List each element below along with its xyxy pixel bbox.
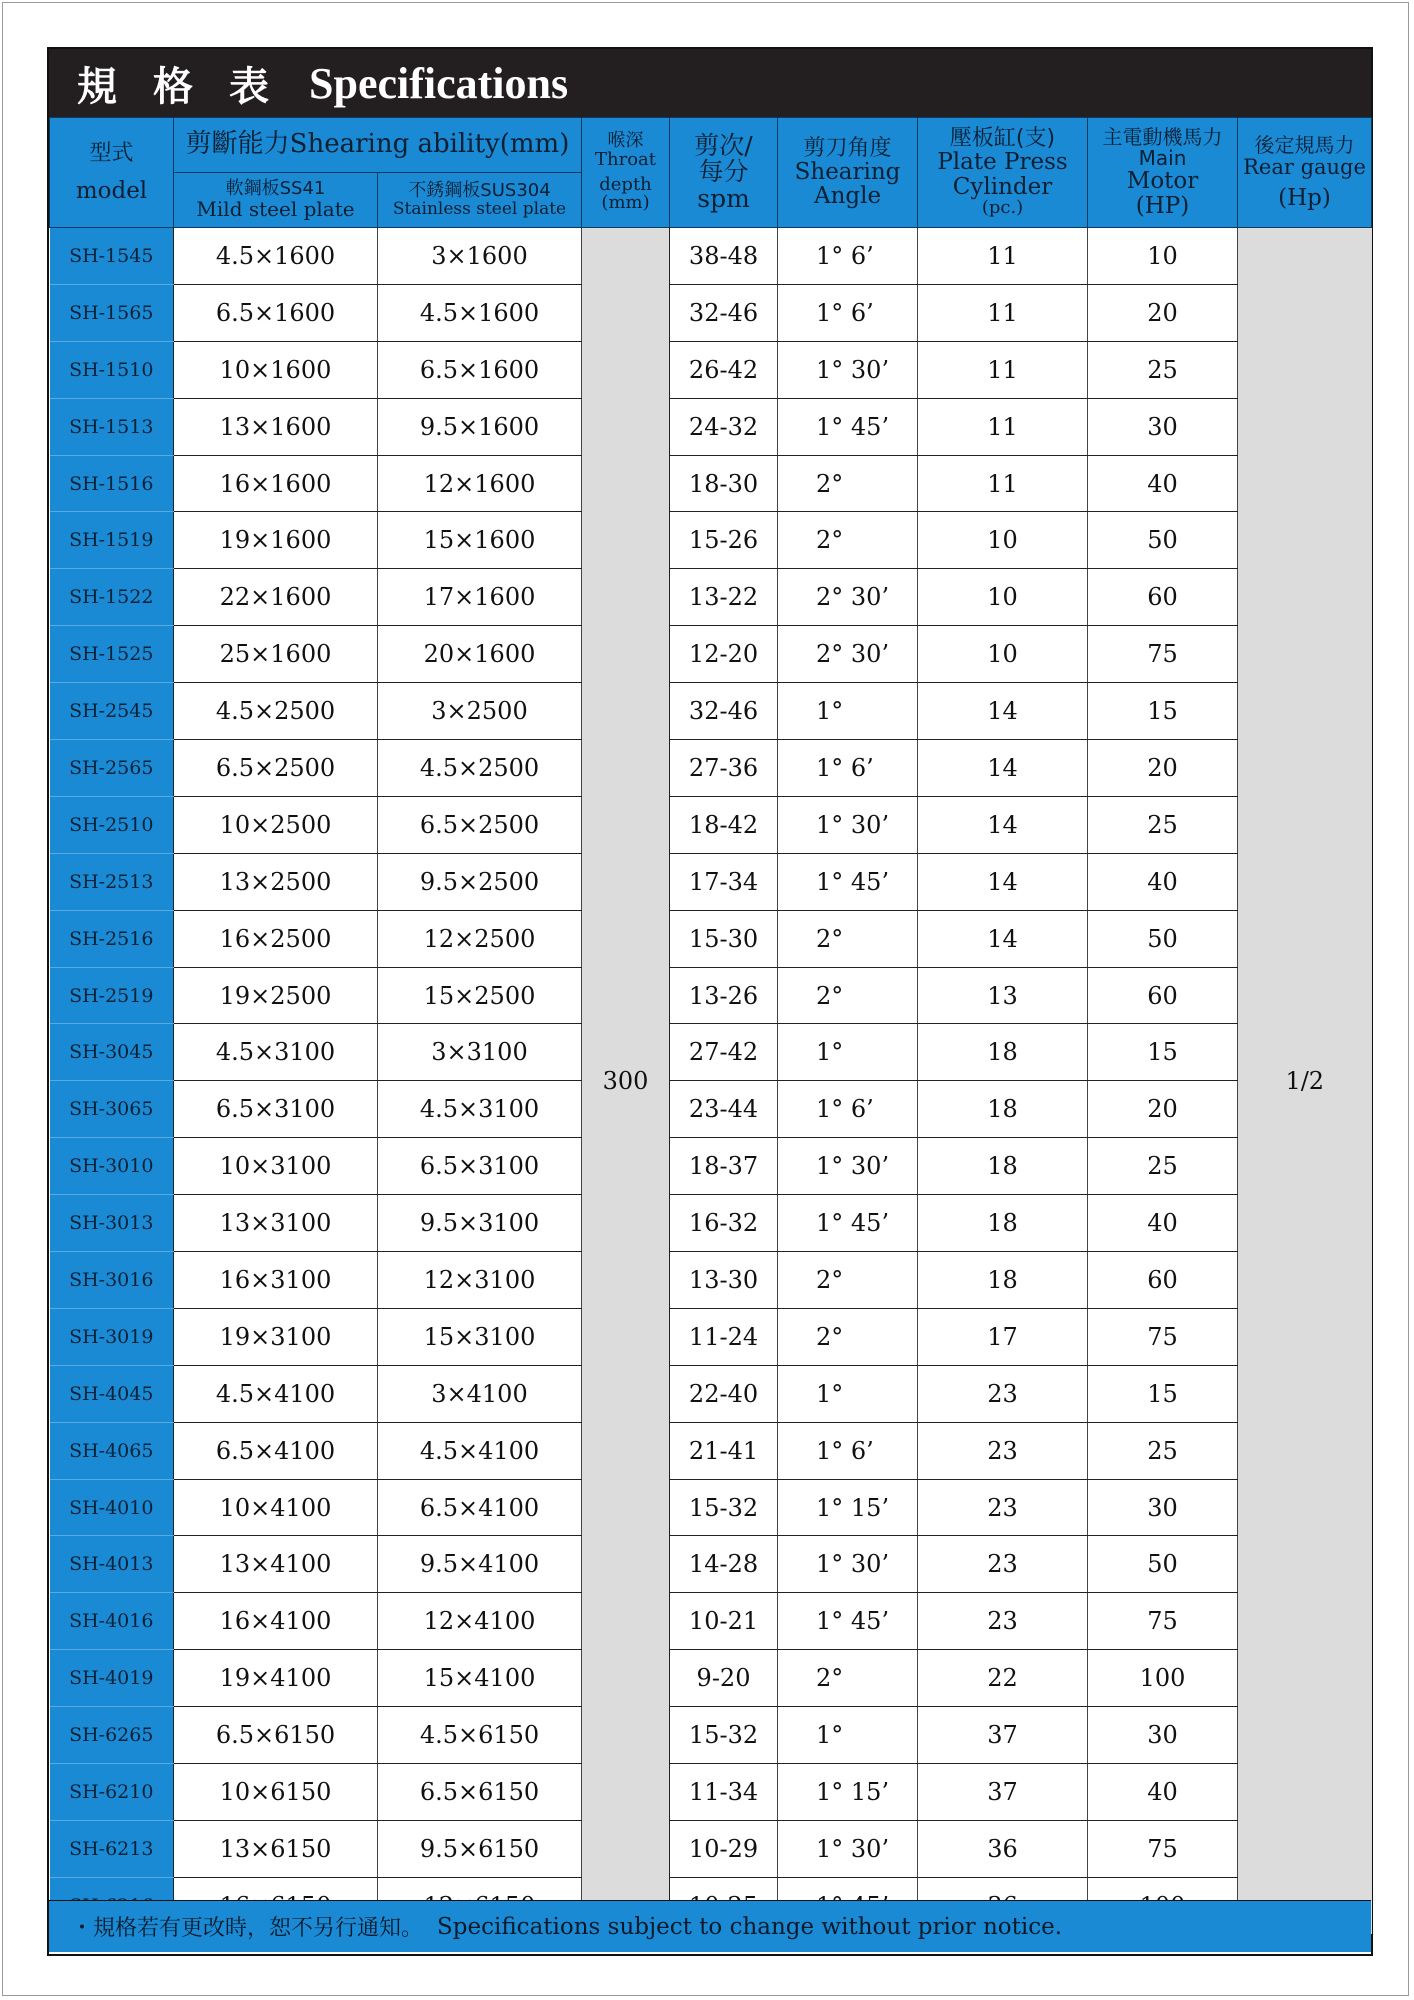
header-rear-unit: (Hp) [1278, 184, 1331, 211]
mild-steel-cell: 10×6150 [174, 1764, 378, 1821]
main-motor-cell: 60 [1088, 967, 1238, 1024]
mild-steel-cell: 19×1600 [174, 512, 378, 569]
model-cell: SH-6265 [50, 1707, 174, 1764]
plate-press-cylinder-cell: 18 [918, 1252, 1088, 1309]
mild-steel-cell: 10×1600 [174, 341, 378, 398]
table-row [50, 284, 1372, 341]
table-row [50, 569, 1372, 626]
shearing-angle-cell: 1° 45’ [778, 398, 918, 455]
mild-steel-cell: 13×2500 [174, 853, 378, 910]
plate-press-cylinder-cell: 23 [918, 1422, 1088, 1479]
mild-steel-cell: 16×2500 [174, 910, 378, 967]
model-cell: SH-3010 [50, 1138, 174, 1195]
table-row [50, 1820, 1372, 1877]
mild-steel-cell: 19×4100 [174, 1650, 378, 1707]
model-cell: SH-2510 [50, 796, 174, 853]
mild-steel-cell: 10×2500 [174, 796, 378, 853]
mild-steel-cell: 4.5×1600 [174, 228, 378, 285]
model-cell: SH-6213 [50, 1820, 174, 1877]
stainless-steel-cell: 12×4100 [378, 1593, 582, 1650]
plate-press-cylinder-cell: 36 [918, 1820, 1088, 1877]
shearing-angle-cell: 1° 15’ [778, 1479, 918, 1536]
shearing-angle-cell: 1° 6’ [778, 1422, 918, 1479]
spm-cell: 14-28 [670, 1536, 778, 1593]
stainless-steel-cell: 6.5×3100 [378, 1138, 582, 1195]
header-motor-en: Motor [1126, 168, 1199, 195]
plate-press-cylinder-cell: 10 [918, 626, 1088, 683]
model-cell: SH-2565 [50, 740, 174, 797]
header-spm [670, 118, 778, 228]
shearing-angle-cell: 2° [778, 967, 918, 1024]
spm-cell: 32-46 [670, 284, 778, 341]
spm-cell: 27-36 [670, 740, 778, 797]
header-throat-en1: Throat [595, 148, 657, 170]
stainless-steel-cell: 20×1600 [378, 626, 582, 683]
table-row [50, 1138, 1372, 1195]
shearing-angle-cell: 2° [778, 1650, 918, 1707]
main-motor-cell: 75 [1088, 626, 1238, 683]
spm-cell: 13-30 [670, 1252, 778, 1309]
table-row [50, 512, 1372, 569]
main-motor-cell: 40 [1088, 853, 1238, 910]
main-motor-cell: 30 [1088, 1707, 1238, 1764]
model-cell: SH-1516 [50, 455, 174, 512]
title-chinese: 規格表 [77, 63, 305, 110]
stainless-steel-cell: 6.5×4100 [378, 1479, 582, 1536]
mild-steel-cell: 13×4100 [174, 1536, 378, 1593]
table-row [50, 626, 1372, 683]
header-stainless-zh: 不銹鋼板SUS304 [408, 179, 551, 201]
plate-press-cylinder-cell: 14 [918, 853, 1088, 910]
header-mild-steel [174, 173, 378, 228]
spm-cell: 15-32 [670, 1479, 778, 1536]
shearing-angle-cell: 2° [778, 512, 918, 569]
plate-press-cylinder-cell: 11 [918, 284, 1088, 341]
throat-depth-cell: 300 [582, 228, 670, 1935]
stainless-steel-cell: 12×1600 [378, 455, 582, 512]
header-rear-zh: 後定規馬力 [1254, 132, 1355, 157]
main-motor-cell: 75 [1088, 1593, 1238, 1650]
header-model-zh: 型式 [89, 140, 134, 166]
spm-cell: 15-32 [670, 1707, 778, 1764]
mild-steel-cell: 10×3100 [174, 1138, 378, 1195]
stainless-steel-cell: 6.5×6150 [378, 1764, 582, 1821]
model-cell: SH-3065 [50, 1081, 174, 1138]
model-cell: SH-1565 [50, 284, 174, 341]
specifications-table [49, 117, 1372, 1935]
model-cell: SH-3045 [50, 1024, 174, 1081]
specifications-sheet [47, 47, 1373, 1956]
plate-press-cylinder-cell: 18 [918, 1024, 1088, 1081]
plate-press-cylinder-cell: 23 [918, 1479, 1088, 1536]
stainless-steel-cell: 4.5×4100 [378, 1422, 582, 1479]
model-cell: SH-4065 [50, 1422, 174, 1479]
plate-press-cylinder-cell: 10 [918, 512, 1088, 569]
footer-notice [49, 1900, 1371, 1952]
footer-notice-en: Specifications subject to change without prior notice. [437, 1913, 1063, 1940]
spm-cell: 10-29 [670, 1820, 778, 1877]
model-cell: SH-2519 [50, 967, 174, 1024]
spm-cell: 27-42 [670, 1024, 778, 1081]
table-row [50, 1195, 1372, 1252]
model-cell: SH-2516 [50, 910, 174, 967]
shearing-angle-cell: 1° 30’ [778, 1138, 918, 1195]
table-row [50, 341, 1372, 398]
main-motor-cell: 15 [1088, 1024, 1238, 1081]
specifications-body [50, 228, 1372, 1935]
stainless-steel-cell: 15×4100 [378, 1650, 582, 1707]
plate-press-cylinder-cell: 23 [918, 1365, 1088, 1422]
stainless-steel-cell: 12×3100 [378, 1252, 582, 1309]
shearing-angle-cell: 1° 30’ [778, 1536, 918, 1593]
shearing-angle-cell: 1° 6’ [778, 1081, 918, 1138]
header-throat [582, 118, 670, 228]
spm-cell: 18-42 [670, 796, 778, 853]
main-motor-cell: 20 [1088, 740, 1238, 797]
header-cylinder-en2: Cylinder [952, 173, 1053, 200]
header-shearing-ability-label: 剪斷能力Shearing ability(mm) [185, 129, 570, 160]
spm-cell: 18-37 [670, 1138, 778, 1195]
model-cell: SH-1525 [50, 626, 174, 683]
spm-cell: 38-48 [670, 228, 778, 285]
table-row [50, 1024, 1372, 1081]
shearing-angle-cell: 1° 30’ [778, 341, 918, 398]
stainless-steel-cell: 9.5×2500 [378, 853, 582, 910]
mild-steel-cell: 4.5×4100 [174, 1365, 378, 1422]
shearing-angle-cell: 1° 30’ [778, 1820, 918, 1877]
stainless-steel-cell: 15×2500 [378, 967, 582, 1024]
shearing-angle-cell: 1° [778, 1024, 918, 1081]
spm-cell: 21-41 [670, 1422, 778, 1479]
shearing-angle-cell: 1° [778, 683, 918, 740]
model-cell: SH-3016 [50, 1252, 174, 1309]
footer-notice-zh: ・規格若有更改時，恕不另行通知。 [71, 1916, 424, 1941]
shearing-angle-cell: 1° 6’ [778, 740, 918, 797]
spm-cell: 9-20 [670, 1650, 778, 1707]
model-cell: SH-3019 [50, 1308, 174, 1365]
stainless-steel-cell: 4.5×2500 [378, 740, 582, 797]
table-row [50, 1422, 1372, 1479]
shearing-angle-cell: 2° 30’ [778, 569, 918, 626]
main-motor-cell: 40 [1088, 1195, 1238, 1252]
header-motor-unit: (HP) [1135, 192, 1190, 219]
spm-cell: 13-22 [670, 569, 778, 626]
mild-steel-cell: 22×1600 [174, 569, 378, 626]
mild-steel-cell: 6.5×6150 [174, 1707, 378, 1764]
header-stainless-steel [378, 173, 582, 228]
main-motor-cell: 50 [1088, 910, 1238, 967]
header-throat-en2: depth [599, 173, 652, 195]
main-motor-cell: 25 [1088, 1422, 1238, 1479]
header-angle-zh: 剪刀角度 [803, 135, 892, 161]
mild-steel-cell: 25×1600 [174, 626, 378, 683]
stainless-steel-cell: 3×3100 [378, 1024, 582, 1081]
model-cell: SH-1510 [50, 341, 174, 398]
shearing-angle-cell: 2° 30’ [778, 626, 918, 683]
mild-steel-cell: 13×6150 [174, 1820, 378, 1877]
model-cell: SH-2545 [50, 683, 174, 740]
model-cell: SH-1513 [50, 398, 174, 455]
table-row [50, 683, 1372, 740]
header-angle [778, 118, 918, 228]
spm-cell: 17-34 [670, 853, 778, 910]
plate-press-cylinder-cell: 13 [918, 967, 1088, 1024]
spm-cell: 23-44 [670, 1081, 778, 1138]
plate-press-cylinder-cell: 11 [918, 228, 1088, 285]
header-cylinder [918, 118, 1088, 228]
plate-press-cylinder-cell: 14 [918, 740, 1088, 797]
title-english: Specifications [309, 58, 569, 108]
spm-cell: 11-34 [670, 1764, 778, 1821]
stainless-steel-cell: 3×2500 [378, 683, 582, 740]
plate-press-cylinder-cell: 11 [918, 398, 1088, 455]
stainless-steel-cell: 9.5×1600 [378, 398, 582, 455]
plate-press-cylinder-cell: 18 [918, 1081, 1088, 1138]
mild-steel-cell: 16×1600 [174, 455, 378, 512]
table-row [50, 1536, 1372, 1593]
model-cell: SH-4010 [50, 1479, 174, 1536]
table-row [50, 455, 1372, 512]
main-motor-cell: 40 [1088, 455, 1238, 512]
shearing-angle-cell: 1° [778, 1707, 918, 1764]
main-motor-cell: 25 [1088, 796, 1238, 853]
model-cell: SH-4019 [50, 1650, 174, 1707]
main-motor-cell: 15 [1088, 683, 1238, 740]
main-motor-cell: 20 [1088, 1081, 1238, 1138]
model-cell: SH-1522 [50, 569, 174, 626]
shearing-angle-cell: 1° 45’ [778, 853, 918, 910]
header-throat-zh: 喉深 [607, 129, 644, 151]
table-row [50, 1252, 1372, 1309]
spm-cell: 32-46 [670, 683, 778, 740]
header-spm-en: spm [697, 183, 750, 213]
mild-steel-cell: 13×1600 [174, 398, 378, 455]
main-motor-cell: 15 [1088, 1365, 1238, 1422]
header-mild-en: Mild steel plate [196, 196, 355, 221]
mild-steel-cell: 19×2500 [174, 967, 378, 1024]
mild-steel-cell: 4.5×2500 [174, 683, 378, 740]
main-motor-cell: 50 [1088, 1536, 1238, 1593]
stainless-steel-cell: 9.5×3100 [378, 1195, 582, 1252]
header-model-en: model [75, 177, 148, 204]
shearing-angle-cell: 2° [778, 455, 918, 512]
header-motor [1088, 118, 1238, 228]
table-row [50, 1764, 1372, 1821]
model-cell: SH-3013 [50, 1195, 174, 1252]
stainless-steel-cell: 3×4100 [378, 1365, 582, 1422]
spm-cell: 18-30 [670, 455, 778, 512]
main-motor-cell: 25 [1088, 341, 1238, 398]
table-row [50, 1479, 1372, 1536]
plate-press-cylinder-cell: 14 [918, 796, 1088, 853]
spm-cell: 26-42 [670, 341, 778, 398]
mild-steel-cell: 19×3100 [174, 1308, 378, 1365]
mild-steel-cell: 6.5×2500 [174, 740, 378, 797]
main-motor-cell: 30 [1088, 1479, 1238, 1536]
plate-press-cylinder-cell: 18 [918, 1195, 1088, 1252]
shearing-angle-cell: 2° [778, 1252, 918, 1309]
stainless-steel-cell: 4.5×1600 [378, 284, 582, 341]
header-cylinder-en1: Plate Press [937, 149, 1068, 176]
plate-press-cylinder-cell: 37 [918, 1707, 1088, 1764]
plate-press-cylinder-cell: 22 [918, 1650, 1088, 1707]
main-motor-cell: 75 [1088, 1820, 1238, 1877]
header-spm-zh1: 剪次/ [694, 131, 753, 161]
header-throat-unit: (mm) [601, 192, 650, 214]
mild-steel-cell: 13×3100 [174, 1195, 378, 1252]
table-row [50, 1081, 1372, 1138]
rear-gauge-cell: 1/2 [1238, 228, 1372, 1935]
plate-press-cylinder-cell: 23 [918, 1593, 1088, 1650]
main-motor-cell: 20 [1088, 284, 1238, 341]
stainless-steel-cell: 15×1600 [378, 512, 582, 569]
shearing-angle-cell: 2° [778, 1308, 918, 1365]
stainless-steel-cell: 3×1600 [378, 228, 582, 285]
header-angle-en2: Angle [813, 183, 882, 210]
header-stainless-en: Stainless steel plate [392, 198, 567, 219]
table-row [50, 796, 1372, 853]
spm-cell: 10-21 [670, 1593, 778, 1650]
mild-steel-cell: 4.5×3100 [174, 1024, 378, 1081]
mild-steel-cell: 16×4100 [174, 1593, 378, 1650]
spm-cell: 15-26 [670, 512, 778, 569]
plate-press-cylinder-cell: 11 [918, 455, 1088, 512]
title-bar [49, 49, 1371, 117]
header-rear-en: Rear gauge [1243, 154, 1366, 179]
header-rear-gauge [1238, 118, 1372, 228]
plate-press-cylinder-cell: 10 [918, 569, 1088, 626]
stainless-steel-cell: 9.5×4100 [378, 1536, 582, 1593]
spm-cell: 24-32 [670, 398, 778, 455]
main-motor-cell: 30 [1088, 398, 1238, 455]
main-motor-cell: 60 [1088, 1252, 1238, 1309]
plate-press-cylinder-cell: 23 [918, 1536, 1088, 1593]
plate-press-cylinder-cell: 17 [918, 1308, 1088, 1365]
header-spm-zh2: 每分 [698, 157, 749, 187]
stainless-steel-cell: 6.5×2500 [378, 796, 582, 853]
model-cell: SH-4045 [50, 1365, 174, 1422]
shearing-angle-cell: 1° 6’ [778, 228, 918, 285]
shearing-angle-cell: 1° 45’ [778, 1195, 918, 1252]
stainless-steel-cell: 17×1600 [378, 569, 582, 626]
main-motor-cell: 75 [1088, 1308, 1238, 1365]
model-cell: SH-4016 [50, 1593, 174, 1650]
table-row [50, 967, 1372, 1024]
model-cell: SH-4013 [50, 1536, 174, 1593]
header-angle-en1: Shearing [794, 158, 901, 185]
table-row [50, 1650, 1372, 1707]
main-motor-cell: 50 [1088, 512, 1238, 569]
header-mild-zh: 軟鋼板SS41 [225, 178, 326, 200]
header-cylinder-unit: (pc.) [981, 196, 1024, 218]
header-shearing-ability [174, 118, 582, 173]
stainless-steel-cell: 9.5×6150 [378, 1820, 582, 1877]
main-motor-cell: 40 [1088, 1764, 1238, 1821]
spm-cell: 11-24 [670, 1308, 778, 1365]
stainless-steel-cell: 12×2500 [378, 910, 582, 967]
plate-press-cylinder-cell: 18 [918, 1138, 1088, 1195]
main-motor-cell: 60 [1088, 569, 1238, 626]
table-row [50, 1365, 1372, 1422]
mild-steel-cell: 6.5×1600 [174, 284, 378, 341]
table-row [50, 740, 1372, 797]
header-cylinder-zh: 壓板缸(支) [949, 126, 1056, 152]
shearing-angle-cell: 1° 6’ [778, 284, 918, 341]
table-row [50, 398, 1372, 455]
main-motor-cell: 25 [1088, 1138, 1238, 1195]
mild-steel-cell: 6.5×3100 [174, 1081, 378, 1138]
plate-press-cylinder-cell: 11 [918, 341, 1088, 398]
plate-press-cylinder-cell: 37 [918, 1764, 1088, 1821]
main-motor-cell: 10 [1088, 228, 1238, 285]
spm-cell: 15-30 [670, 910, 778, 967]
model-cell: SH-2513 [50, 853, 174, 910]
spm-cell: 22-40 [670, 1365, 778, 1422]
plate-press-cylinder-cell: 14 [918, 683, 1088, 740]
model-cell: SH-1519 [50, 512, 174, 569]
stainless-steel-cell: 6.5×1600 [378, 341, 582, 398]
table-row [50, 228, 1372, 285]
shearing-angle-cell: 1° 15’ [778, 1764, 918, 1821]
table-row [50, 1593, 1372, 1650]
stainless-steel-cell: 4.5×3100 [378, 1081, 582, 1138]
table-row [50, 1707, 1372, 1764]
shearing-angle-cell: 1° 45’ [778, 1593, 918, 1650]
mild-steel-cell: 16×3100 [174, 1252, 378, 1309]
shearing-angle-cell: 1° 30’ [778, 796, 918, 853]
shearing-angle-cell: 1° [778, 1365, 918, 1422]
table-row [50, 1308, 1372, 1365]
plate-press-cylinder-cell: 14 [918, 910, 1088, 967]
table-row [50, 910, 1372, 967]
spm-cell: 16-32 [670, 1195, 778, 1252]
main-motor-cell: 100 [1088, 1650, 1238, 1707]
table-row [50, 853, 1372, 910]
stainless-steel-cell: 4.5×6150 [378, 1707, 582, 1764]
model-cell: SH-1545 [50, 228, 174, 285]
mild-steel-cell: 10×4100 [174, 1479, 378, 1536]
mild-steel-cell: 6.5×4100 [174, 1422, 378, 1479]
header-motor-zh: 主電動機馬力Main [1102, 125, 1223, 171]
spm-cell: 12-20 [670, 626, 778, 683]
header-model [50, 118, 174, 228]
shearing-angle-cell: 2° [778, 910, 918, 967]
spm-cell: 13-26 [670, 967, 778, 1024]
stainless-steel-cell: 15×3100 [378, 1308, 582, 1365]
model-cell: SH-6210 [50, 1764, 174, 1821]
